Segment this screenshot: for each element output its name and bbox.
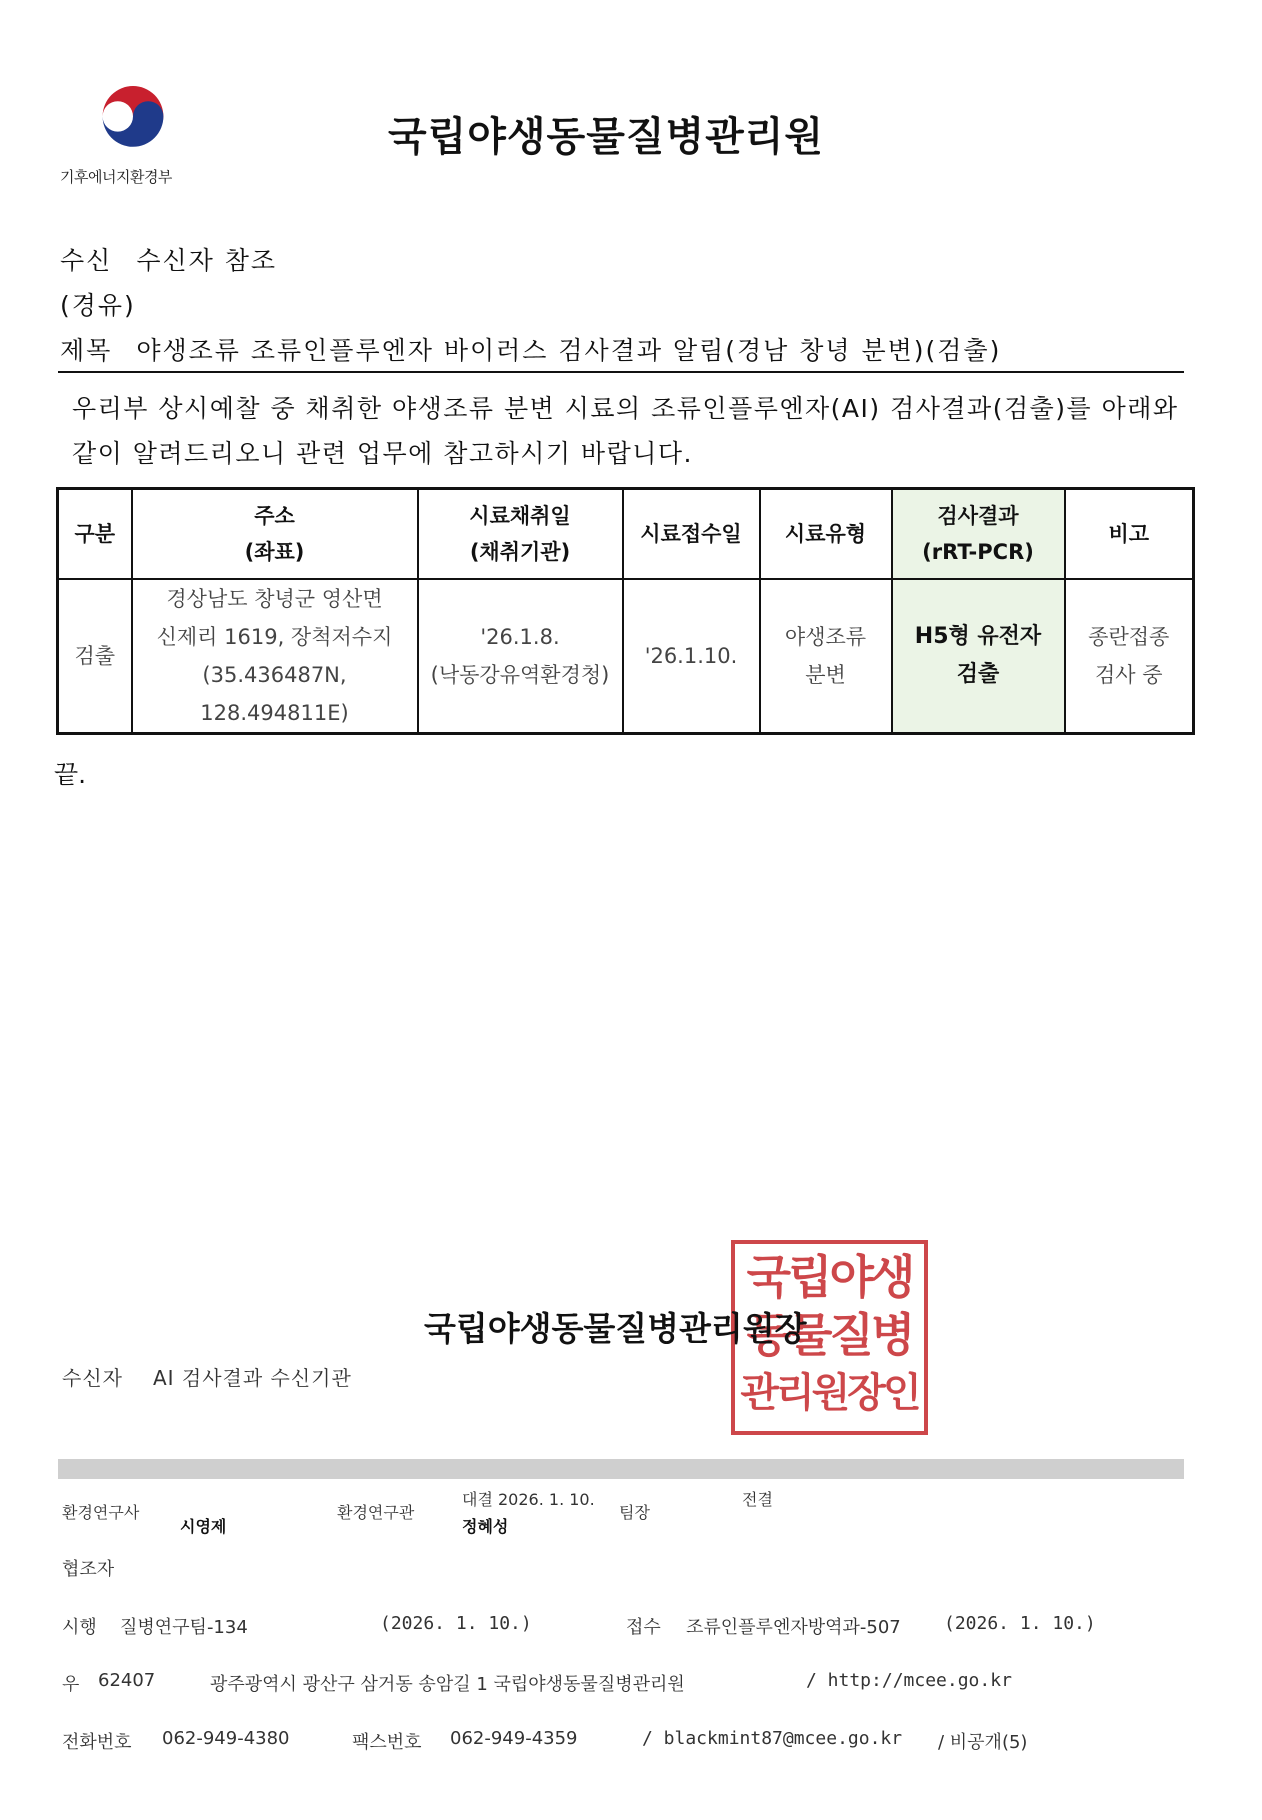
seal-text-line: 관리원장인: [740, 1370, 919, 1416]
fax-number: 062-949-4359: [450, 1728, 578, 1749]
officer-name: 정혜성: [462, 1517, 509, 1536]
cell-remarks: 종란접종 검사 중: [1065, 579, 1194, 734]
email-link[interactable]: / blackmint87@mcee.go.kr: [642, 1728, 903, 1749]
cell-address: 경상남도 창녕군 영산면 신제리 1619, 장척저수지 (35.436487N, 128.494811E): [132, 579, 418, 734]
recipients-value: AI 검사결과 수신기관: [152, 1366, 352, 1390]
results-table: [56, 487, 1195, 735]
header-collection-date: 시료채취일 (채취기관): [418, 489, 623, 580]
cell-result: H5형 유전자 검출: [892, 579, 1065, 734]
cell-sample-type: 야생조류 분변: [760, 579, 892, 734]
body-paragraph: 우리부 상시예찰 중 채취한 야생조류 분변 시료의 조류인플루엔자(AI) 검사결과(검출)를 아래와 같이 알려드리오니 관련 업무에 참고하시기 바랍니다.: [72, 394, 1179, 468]
researcher-role: 환경연구사: [62, 1503, 140, 1522]
divider-bar: [58, 1459, 1184, 1479]
seal-text-line: 국립야생: [746, 1250, 913, 1304]
receipt-number: 조류인플루엔자방역과-507: [686, 1617, 901, 1638]
enforcement-label: 시행: [62, 1617, 97, 1638]
researcher-name: 시영제: [180, 1517, 227, 1536]
receipt-date: (2026. 1. 10.): [944, 1613, 1096, 1634]
receipt-label: 접수: [626, 1617, 661, 1638]
header-result: 검사결과 (rRT-PCR): [892, 489, 1065, 580]
phone-number: 062-949-4380: [162, 1728, 290, 1749]
street-address: 광주광역시 광산구 삼거동 송암길 1 국립야생동물질병관리원: [210, 1674, 685, 1695]
enforcement-date: (2026. 1. 10.): [380, 1613, 532, 1634]
fax-label: 팩스번호: [352, 1732, 422, 1753]
organization-title: 국립야생동물질병관리원: [388, 114, 825, 160]
table-row: [58, 579, 1194, 734]
postal-code: 62407: [98, 1670, 156, 1691]
subject-line: [60, 331, 1001, 367]
recipient-label: 수신: [60, 246, 113, 275]
recipient-line: [60, 241, 277, 277]
cell-collection-date: '26.1.8. (낙동강유역환경청): [418, 579, 623, 734]
recipients-line: [62, 1362, 352, 1391]
website-link[interactable]: / http://mcee.go.kr: [806, 1670, 1012, 1691]
header-remarks: 비고: [1065, 489, 1194, 580]
subject-value: 야생조류 조류인플루엔자 바이러스 검사결과 알림(경남 창녕 분변)(검출): [136, 336, 1002, 365]
taegeuk-icon: [93, 78, 173, 158]
subject-label: 제목: [60, 336, 113, 365]
header-address: 주소 (좌표): [132, 489, 418, 580]
end-mark: 끝.: [54, 760, 87, 789]
subject-divider: [58, 371, 1184, 373]
team-lead-role: 팀장: [619, 1503, 650, 1522]
officer-role: 환경연구관: [337, 1503, 415, 1522]
cell-receipt-date: '26.1.10.: [623, 579, 760, 734]
issuer-title: 국립야생동물질병관리원장: [424, 1309, 807, 1348]
ministry-name: 기후에너지환경부: [60, 168, 172, 186]
phone-label: 전화번호: [62, 1732, 132, 1753]
decision-date: 대결 2026. 1. 10.: [462, 1490, 595, 1509]
header-category: 구분: [58, 489, 132, 580]
cell-category: 검출: [58, 579, 132, 734]
via-line: (경유): [60, 291, 136, 320]
header-receipt-date: 시료접수일: [623, 489, 760, 580]
recipients-label: 수신자: [62, 1366, 123, 1390]
enforcement-number: 질병연구팀-134: [120, 1617, 248, 1638]
delegation-label: 전결: [742, 1490, 773, 1509]
disclosure-status: / 비공개(5): [938, 1732, 1028, 1753]
table-header-row: [58, 489, 1194, 580]
recipient-value: 수신자 참조: [136, 246, 278, 275]
header-sample-type: 시료유형: [760, 489, 892, 580]
seal-text-line: 동물질병: [746, 1308, 913, 1362]
cooperator-label: 협조자: [62, 1559, 115, 1580]
postal-label: 우: [62, 1674, 80, 1695]
